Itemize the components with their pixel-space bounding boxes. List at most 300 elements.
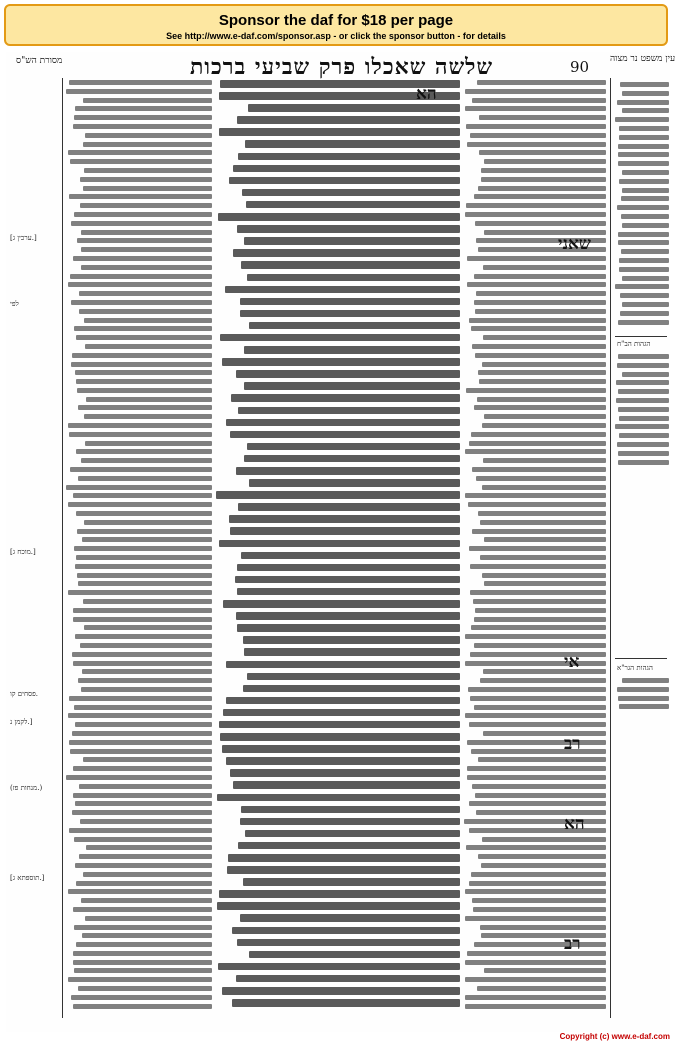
text-line bbox=[482, 423, 606, 428]
page-number: 90 bbox=[570, 58, 590, 76]
text-line bbox=[244, 382, 460, 390]
text-line bbox=[617, 100, 669, 105]
section-divider bbox=[615, 336, 667, 337]
text-line bbox=[622, 91, 669, 96]
text-line bbox=[71, 300, 212, 305]
text-line bbox=[618, 354, 669, 359]
text-line bbox=[477, 397, 606, 402]
page-header bbox=[6, 52, 676, 80]
text-line bbox=[620, 82, 669, 87]
text-line bbox=[618, 161, 669, 166]
text-line bbox=[481, 863, 606, 868]
text-line bbox=[464, 819, 606, 824]
text-line bbox=[469, 318, 606, 323]
text-line bbox=[80, 203, 212, 208]
text-line bbox=[237, 564, 460, 572]
text-line bbox=[244, 455, 460, 463]
text-line bbox=[84, 520, 212, 525]
text-line bbox=[475, 793, 606, 798]
section-word: הא bbox=[564, 814, 585, 834]
text-line bbox=[69, 696, 212, 701]
text-line bbox=[84, 625, 212, 630]
text-line bbox=[479, 115, 606, 120]
text-line bbox=[69, 828, 212, 833]
text-line bbox=[220, 733, 460, 741]
tosafot-text bbox=[66, 80, 212, 1016]
text-line bbox=[235, 576, 460, 584]
text-line bbox=[619, 433, 669, 438]
sponsor-title[interactable]: Sponsor the daf for $18 per page bbox=[218, 12, 454, 29]
text-line bbox=[219, 128, 460, 136]
text-line bbox=[467, 951, 606, 956]
text-line bbox=[619, 416, 669, 421]
text-line bbox=[467, 740, 606, 745]
text-line bbox=[467, 775, 606, 780]
text-line bbox=[243, 636, 460, 644]
text-line bbox=[465, 889, 606, 894]
text-line bbox=[74, 705, 212, 710]
text-line bbox=[230, 769, 460, 777]
text-line bbox=[84, 414, 212, 419]
text-line bbox=[69, 740, 212, 745]
text-line bbox=[622, 276, 669, 281]
text-line bbox=[82, 669, 212, 674]
text-line bbox=[233, 249, 460, 257]
text-line bbox=[75, 722, 212, 727]
text-line bbox=[475, 221, 606, 226]
text-line bbox=[216, 491, 460, 499]
text-line bbox=[471, 625, 606, 630]
text-line bbox=[74, 212, 212, 217]
text-line bbox=[621, 196, 669, 201]
text-line bbox=[467, 766, 606, 771]
text-line bbox=[243, 878, 460, 886]
text-line bbox=[69, 194, 212, 199]
masoret-hashas-label: מסורת הש"ס bbox=[16, 56, 63, 66]
text-line bbox=[476, 476, 606, 481]
text-line bbox=[73, 907, 212, 912]
text-line bbox=[622, 108, 669, 113]
section-word: רב bbox=[564, 934, 581, 954]
text-line bbox=[241, 806, 460, 814]
text-line bbox=[466, 124, 606, 129]
text-line bbox=[78, 678, 212, 683]
sponsor-subtitle[interactable]: See http://www.e-daf.com/sponsor.asp - or click the sponsor button - for details bbox=[166, 31, 506, 41]
text-line bbox=[476, 291, 606, 296]
text-line bbox=[622, 678, 669, 683]
text-line bbox=[78, 476, 212, 481]
text-line bbox=[469, 881, 606, 886]
text-line bbox=[84, 168, 212, 173]
text-line bbox=[83, 186, 212, 191]
text-line bbox=[481, 177, 606, 182]
text-line bbox=[471, 326, 606, 331]
text-line bbox=[467, 256, 606, 261]
text-line bbox=[472, 784, 606, 789]
text-line bbox=[228, 854, 460, 862]
text-line bbox=[466, 845, 606, 850]
hagahot-gra-text bbox=[615, 678, 669, 718]
text-line bbox=[618, 451, 669, 456]
text-line bbox=[618, 320, 669, 325]
text-line bbox=[244, 237, 460, 245]
text-line bbox=[617, 363, 669, 368]
text-line bbox=[85, 133, 212, 138]
text-line bbox=[74, 546, 212, 551]
text-line bbox=[73, 661, 212, 666]
text-line bbox=[223, 600, 460, 608]
text-line bbox=[74, 326, 212, 331]
text-line bbox=[78, 405, 212, 410]
text-line bbox=[220, 334, 460, 342]
text-line bbox=[247, 443, 460, 451]
text-line bbox=[82, 537, 212, 542]
text-line bbox=[248, 104, 460, 112]
text-line bbox=[483, 265, 606, 270]
text-line bbox=[69, 80, 212, 85]
tractate-heading: שלשה שאכלו פרק שביעי ברכות bbox=[190, 54, 494, 80]
text-line bbox=[474, 194, 606, 199]
text-line bbox=[73, 951, 212, 956]
text-line bbox=[241, 261, 460, 269]
text-line bbox=[482, 837, 606, 842]
text-line bbox=[616, 380, 669, 385]
text-line bbox=[78, 581, 212, 586]
text-line bbox=[619, 704, 669, 709]
text-line bbox=[237, 225, 460, 233]
text-line bbox=[241, 552, 460, 560]
text-line bbox=[245, 830, 460, 838]
text-line bbox=[465, 493, 606, 498]
text-line bbox=[77, 388, 212, 393]
text-line bbox=[483, 335, 606, 340]
text-line bbox=[74, 968, 212, 973]
text-line bbox=[618, 696, 669, 701]
text-line bbox=[82, 933, 212, 938]
text-line bbox=[472, 467, 606, 472]
text-line bbox=[622, 188, 669, 193]
text-line bbox=[83, 142, 212, 147]
rashi-column bbox=[464, 78, 606, 1018]
text-line bbox=[622, 302, 669, 307]
text-line bbox=[473, 907, 606, 912]
text-line bbox=[621, 214, 669, 219]
text-line bbox=[66, 485, 212, 490]
text-line bbox=[470, 590, 606, 595]
text-line bbox=[480, 520, 606, 525]
text-line bbox=[474, 705, 606, 710]
text-line bbox=[86, 845, 212, 850]
text-line bbox=[222, 987, 460, 995]
text-line bbox=[479, 150, 606, 155]
text-line bbox=[475, 353, 606, 358]
text-line bbox=[470, 133, 606, 138]
text-line bbox=[73, 1004, 212, 1009]
text-line bbox=[219, 890, 460, 898]
text-line bbox=[72, 652, 212, 657]
text-line bbox=[465, 661, 606, 666]
text-line bbox=[83, 757, 212, 762]
text-line bbox=[79, 784, 212, 789]
text-line bbox=[474, 300, 606, 305]
text-line bbox=[484, 414, 606, 419]
ein-mishpat-column bbox=[610, 78, 669, 1018]
text-line bbox=[466, 203, 606, 208]
text-line bbox=[249, 322, 460, 330]
text-line bbox=[482, 573, 606, 578]
text-line bbox=[240, 298, 460, 306]
side-ref: לפי bbox=[10, 300, 19, 308]
text-line bbox=[238, 842, 460, 850]
text-line bbox=[620, 293, 669, 298]
text-line bbox=[73, 766, 212, 771]
text-line bbox=[478, 757, 606, 762]
text-line bbox=[616, 398, 669, 403]
text-line bbox=[68, 502, 212, 507]
side-ref: [מוכח ג.] bbox=[10, 548, 36, 556]
text-line bbox=[469, 722, 606, 727]
sponsor-banner[interactable] bbox=[4, 4, 668, 46]
text-line bbox=[79, 291, 212, 296]
text-line bbox=[465, 1004, 606, 1009]
text-line bbox=[618, 460, 669, 465]
text-line bbox=[76, 942, 212, 947]
text-line bbox=[469, 801, 606, 806]
text-line bbox=[75, 564, 212, 569]
text-line bbox=[230, 431, 460, 439]
opening-word: הא bbox=[416, 84, 437, 104]
text-line bbox=[474, 274, 606, 279]
text-line bbox=[469, 828, 606, 833]
text-line bbox=[618, 232, 669, 237]
text-line bbox=[76, 335, 212, 340]
text-line bbox=[620, 311, 669, 316]
text-line bbox=[226, 661, 460, 669]
section-word: אי bbox=[564, 652, 580, 672]
side-ref: (מנחות פז.) bbox=[10, 784, 43, 792]
section-word: שאני bbox=[558, 234, 591, 254]
text-line bbox=[219, 540, 460, 548]
text-line bbox=[76, 555, 212, 560]
text-line bbox=[73, 617, 212, 622]
text-line bbox=[466, 388, 606, 393]
section-word: רב bbox=[564, 734, 581, 754]
text-line bbox=[243, 685, 460, 693]
text-line bbox=[76, 449, 212, 454]
text-line bbox=[465, 713, 606, 718]
talmud-page bbox=[6, 52, 676, 1032]
gemara-text bbox=[216, 80, 460, 1016]
text-line bbox=[249, 951, 460, 959]
text-line bbox=[86, 397, 212, 402]
tosafot-column bbox=[66, 78, 212, 1018]
text-line bbox=[232, 927, 460, 935]
text-line bbox=[473, 599, 606, 604]
hagahot-gra-label: הגהות הגר"א bbox=[617, 664, 653, 672]
text-line bbox=[484, 537, 606, 542]
text-line bbox=[72, 731, 212, 736]
text-line bbox=[472, 344, 606, 349]
text-line bbox=[471, 432, 606, 437]
text-line bbox=[68, 889, 212, 894]
text-line bbox=[66, 775, 212, 780]
hagahot-bach-label: הגהות הב"ח bbox=[617, 340, 651, 348]
text-line bbox=[70, 159, 212, 164]
text-line bbox=[480, 678, 606, 683]
text-line bbox=[475, 309, 606, 314]
text-line bbox=[229, 515, 460, 523]
text-line bbox=[226, 697, 460, 705]
text-line bbox=[477, 986, 606, 991]
text-line bbox=[465, 212, 606, 217]
text-line bbox=[81, 687, 212, 692]
rashi-text bbox=[464, 80, 606, 1016]
text-line bbox=[74, 115, 212, 120]
text-line bbox=[70, 749, 212, 754]
text-line bbox=[83, 599, 212, 604]
text-line bbox=[222, 358, 460, 366]
text-line bbox=[236, 975, 460, 983]
text-line bbox=[68, 150, 212, 155]
text-line bbox=[76, 511, 212, 516]
text-line bbox=[240, 914, 460, 922]
text-line bbox=[246, 201, 460, 209]
text-line bbox=[618, 407, 669, 412]
text-line bbox=[247, 673, 460, 681]
text-line bbox=[75, 634, 212, 639]
text-line bbox=[470, 696, 606, 701]
text-line bbox=[482, 362, 606, 367]
text-line bbox=[236, 370, 460, 378]
text-line bbox=[483, 669, 606, 674]
text-line bbox=[77, 238, 212, 243]
text-line bbox=[478, 370, 606, 375]
text-line bbox=[618, 389, 669, 394]
copyright-notice: Copyright (c) www.e-daf.com bbox=[559, 1032, 670, 1041]
text-line bbox=[223, 709, 460, 717]
text-line bbox=[76, 881, 212, 886]
text-line bbox=[244, 346, 460, 354]
ein-mishpat-label: עין משפט נר מצוה bbox=[610, 54, 676, 64]
text-line bbox=[233, 165, 460, 173]
text-line bbox=[236, 612, 460, 620]
text-line bbox=[79, 309, 212, 314]
text-line bbox=[238, 407, 460, 415]
text-line bbox=[617, 205, 669, 210]
text-line bbox=[474, 942, 606, 947]
text-line bbox=[240, 310, 460, 318]
text-line bbox=[615, 117, 669, 122]
text-line bbox=[617, 442, 669, 447]
text-line bbox=[85, 916, 212, 921]
text-line bbox=[470, 564, 606, 569]
section-divider bbox=[615, 658, 667, 659]
masoret-hashas-column bbox=[6, 78, 63, 1018]
text-line bbox=[225, 286, 460, 294]
text-line bbox=[467, 142, 606, 147]
text-line bbox=[472, 898, 606, 903]
side-ref: פסחים קו. bbox=[10, 690, 38, 698]
text-line bbox=[478, 186, 606, 191]
text-line bbox=[465, 89, 606, 94]
text-line bbox=[469, 441, 606, 446]
side-ref: [ערכין ג.] bbox=[10, 234, 37, 242]
text-line bbox=[78, 986, 212, 991]
text-line bbox=[75, 801, 212, 806]
text-line bbox=[483, 458, 606, 463]
text-line bbox=[233, 781, 460, 789]
text-line bbox=[465, 449, 606, 454]
text-line bbox=[219, 721, 460, 729]
text-line bbox=[81, 898, 212, 903]
text-line bbox=[622, 170, 669, 175]
text-line bbox=[69, 432, 212, 437]
text-line bbox=[73, 256, 212, 261]
text-line bbox=[619, 179, 669, 184]
text-line bbox=[477, 80, 606, 85]
text-line bbox=[468, 502, 606, 507]
side-ref: [תוספתא ג.] bbox=[10, 874, 45, 882]
text-line bbox=[229, 177, 460, 185]
text-line bbox=[74, 837, 212, 842]
text-line bbox=[480, 555, 606, 560]
text-line bbox=[474, 405, 606, 410]
text-line bbox=[619, 135, 669, 140]
text-line bbox=[483, 731, 606, 736]
text-line bbox=[471, 749, 606, 754]
text-line bbox=[66, 89, 212, 94]
text-line bbox=[73, 124, 212, 129]
text-line bbox=[618, 144, 669, 149]
text-line bbox=[79, 854, 212, 859]
text-line bbox=[85, 344, 212, 349]
text-line bbox=[81, 230, 212, 235]
text-line bbox=[475, 608, 606, 613]
text-line bbox=[484, 581, 606, 586]
text-line bbox=[70, 467, 212, 472]
text-line bbox=[618, 152, 669, 157]
text-line bbox=[85, 441, 212, 446]
text-line bbox=[236, 467, 460, 475]
text-line bbox=[465, 634, 606, 639]
text-line bbox=[244, 648, 460, 656]
text-line bbox=[227, 866, 460, 874]
text-line bbox=[73, 960, 212, 965]
text-line bbox=[622, 223, 669, 228]
text-line bbox=[619, 126, 669, 131]
text-line bbox=[238, 153, 460, 161]
text-line bbox=[68, 423, 212, 428]
text-line bbox=[217, 794, 460, 802]
text-line bbox=[478, 854, 606, 859]
text-line bbox=[470, 652, 606, 657]
text-line bbox=[472, 98, 606, 103]
text-line bbox=[222, 745, 460, 753]
text-line bbox=[84, 318, 212, 323]
text-line bbox=[77, 529, 212, 534]
text-line bbox=[468, 687, 606, 692]
text-line bbox=[621, 249, 669, 254]
text-line bbox=[75, 370, 212, 375]
text-line bbox=[68, 282, 212, 287]
text-line bbox=[238, 503, 460, 511]
text-line bbox=[481, 168, 606, 173]
text-line bbox=[465, 106, 606, 111]
text-line bbox=[68, 590, 212, 595]
text-line bbox=[618, 240, 669, 245]
text-line bbox=[218, 963, 460, 971]
text-line bbox=[474, 643, 606, 648]
